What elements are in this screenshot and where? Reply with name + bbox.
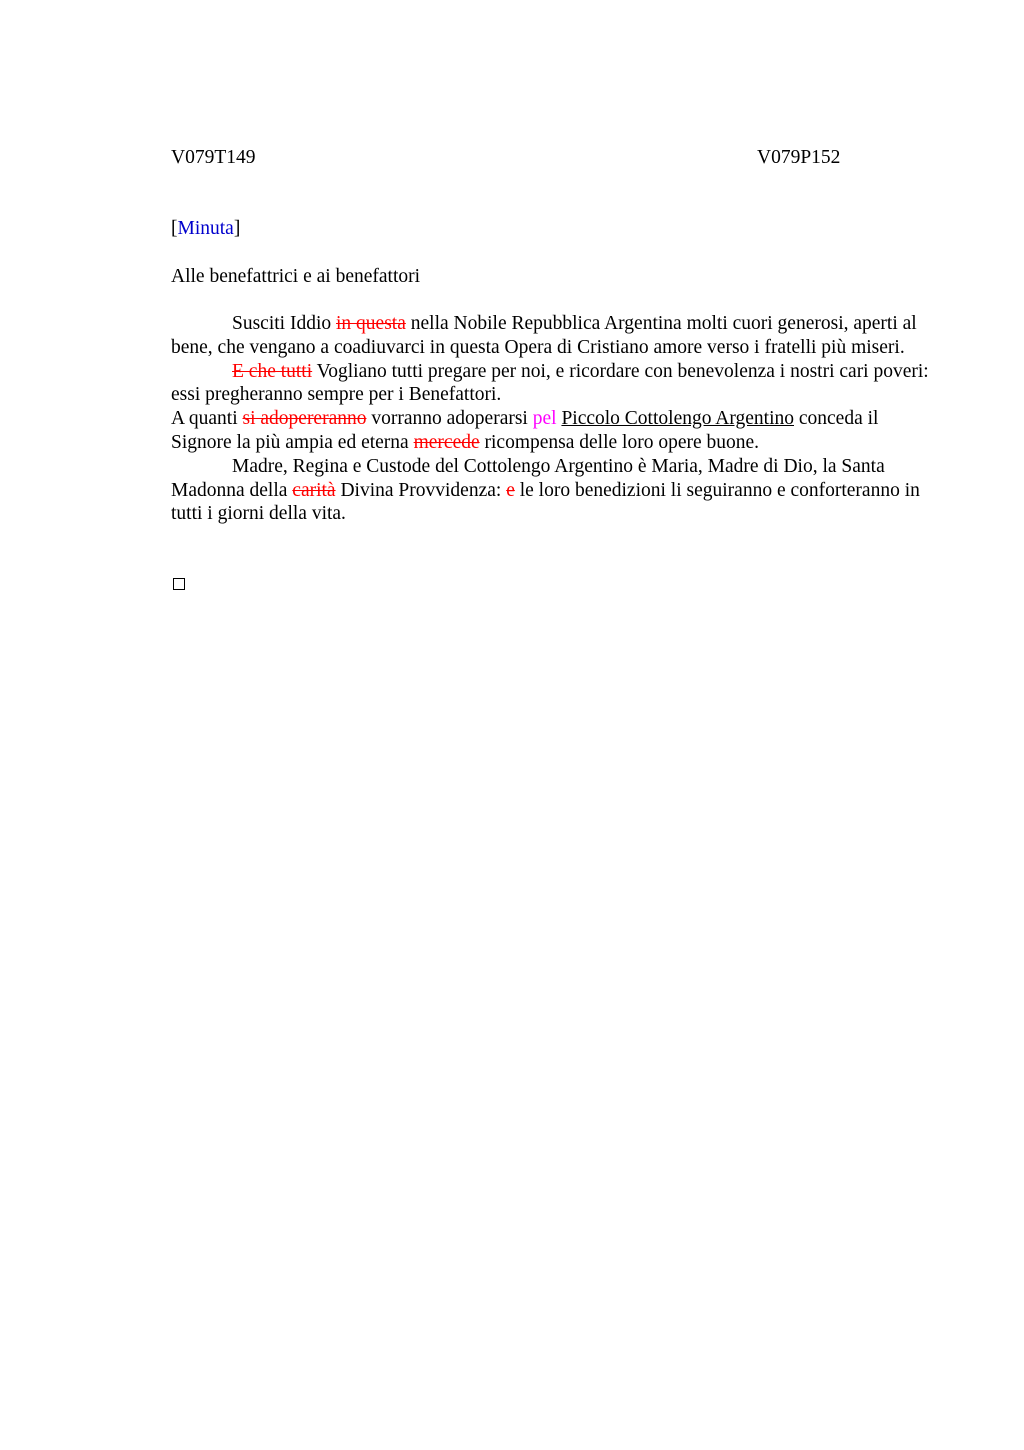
p4-deleted-text-2: e xyxy=(506,479,515,501)
end-of-document-square-icon xyxy=(173,578,185,590)
letter-body xyxy=(171,312,931,526)
p3-inserted-text: pel xyxy=(532,408,557,430)
p3-text-mid-1: vorranno adoperarsi xyxy=(366,408,533,430)
p3-text-mid-2: conceda il Signore la più ampia ed eterna xyxy=(171,408,879,453)
p2-deleted-text: E che tutti xyxy=(232,360,313,382)
document-code-left: V079T149 xyxy=(171,147,256,168)
minuta-tag xyxy=(171,217,240,241)
p3-text-pre: A quanti xyxy=(171,408,243,430)
p3-deleted-text-1: si adopereranno xyxy=(242,408,367,430)
p1-deleted-text: in questa xyxy=(336,313,406,334)
p1-text-post: nella Nobile Repubblica Argentina molti cuori generosi, aperti al bene, che vengano a coadiuvarci in questa Opera di Cristiano amore verso i fratelli più miseri. xyxy=(171,313,917,358)
p4-text-mid: Divina Provvidenza: xyxy=(335,479,507,501)
p4-text-post: le loro benedizioni li seguiranno e conforteranno in tutti i giorni della vita. xyxy=(171,479,920,525)
paragraph-1 xyxy=(171,312,931,360)
p1-text-pre: Susciti Iddio xyxy=(232,313,337,334)
tag-label: Minuta xyxy=(177,218,234,239)
salutation: Alle benefattrici e ai benefattori xyxy=(171,266,421,287)
paragraph-3 xyxy=(171,407,931,455)
p2-text-post: Vogliano tutti pregare per noi, e ricordare con benevolenza i nostri cari poveri: essi pregheranno sempre per i Benefattori. xyxy=(171,360,929,406)
tag-open-bracket: [ xyxy=(171,218,178,239)
paragraph-2 xyxy=(171,360,931,408)
p3-text-post: ricompensa delle loro opere buone. xyxy=(479,431,760,453)
p4-text-pre: Madre, Regina e Custode del Cottolengo Argentino è Maria, Madre di Dio, la Santa Madonna della xyxy=(171,455,885,501)
document-code-right: V079P152 xyxy=(757,147,841,168)
p3-deleted-text-2: mercede xyxy=(413,431,480,453)
p3-underlined-text: Piccolo Cottolengo Argentino xyxy=(561,408,794,430)
tag-close-bracket: ] xyxy=(233,218,241,239)
paragraph-4 xyxy=(171,455,931,526)
p4-deleted-text-1: carità xyxy=(292,479,336,501)
